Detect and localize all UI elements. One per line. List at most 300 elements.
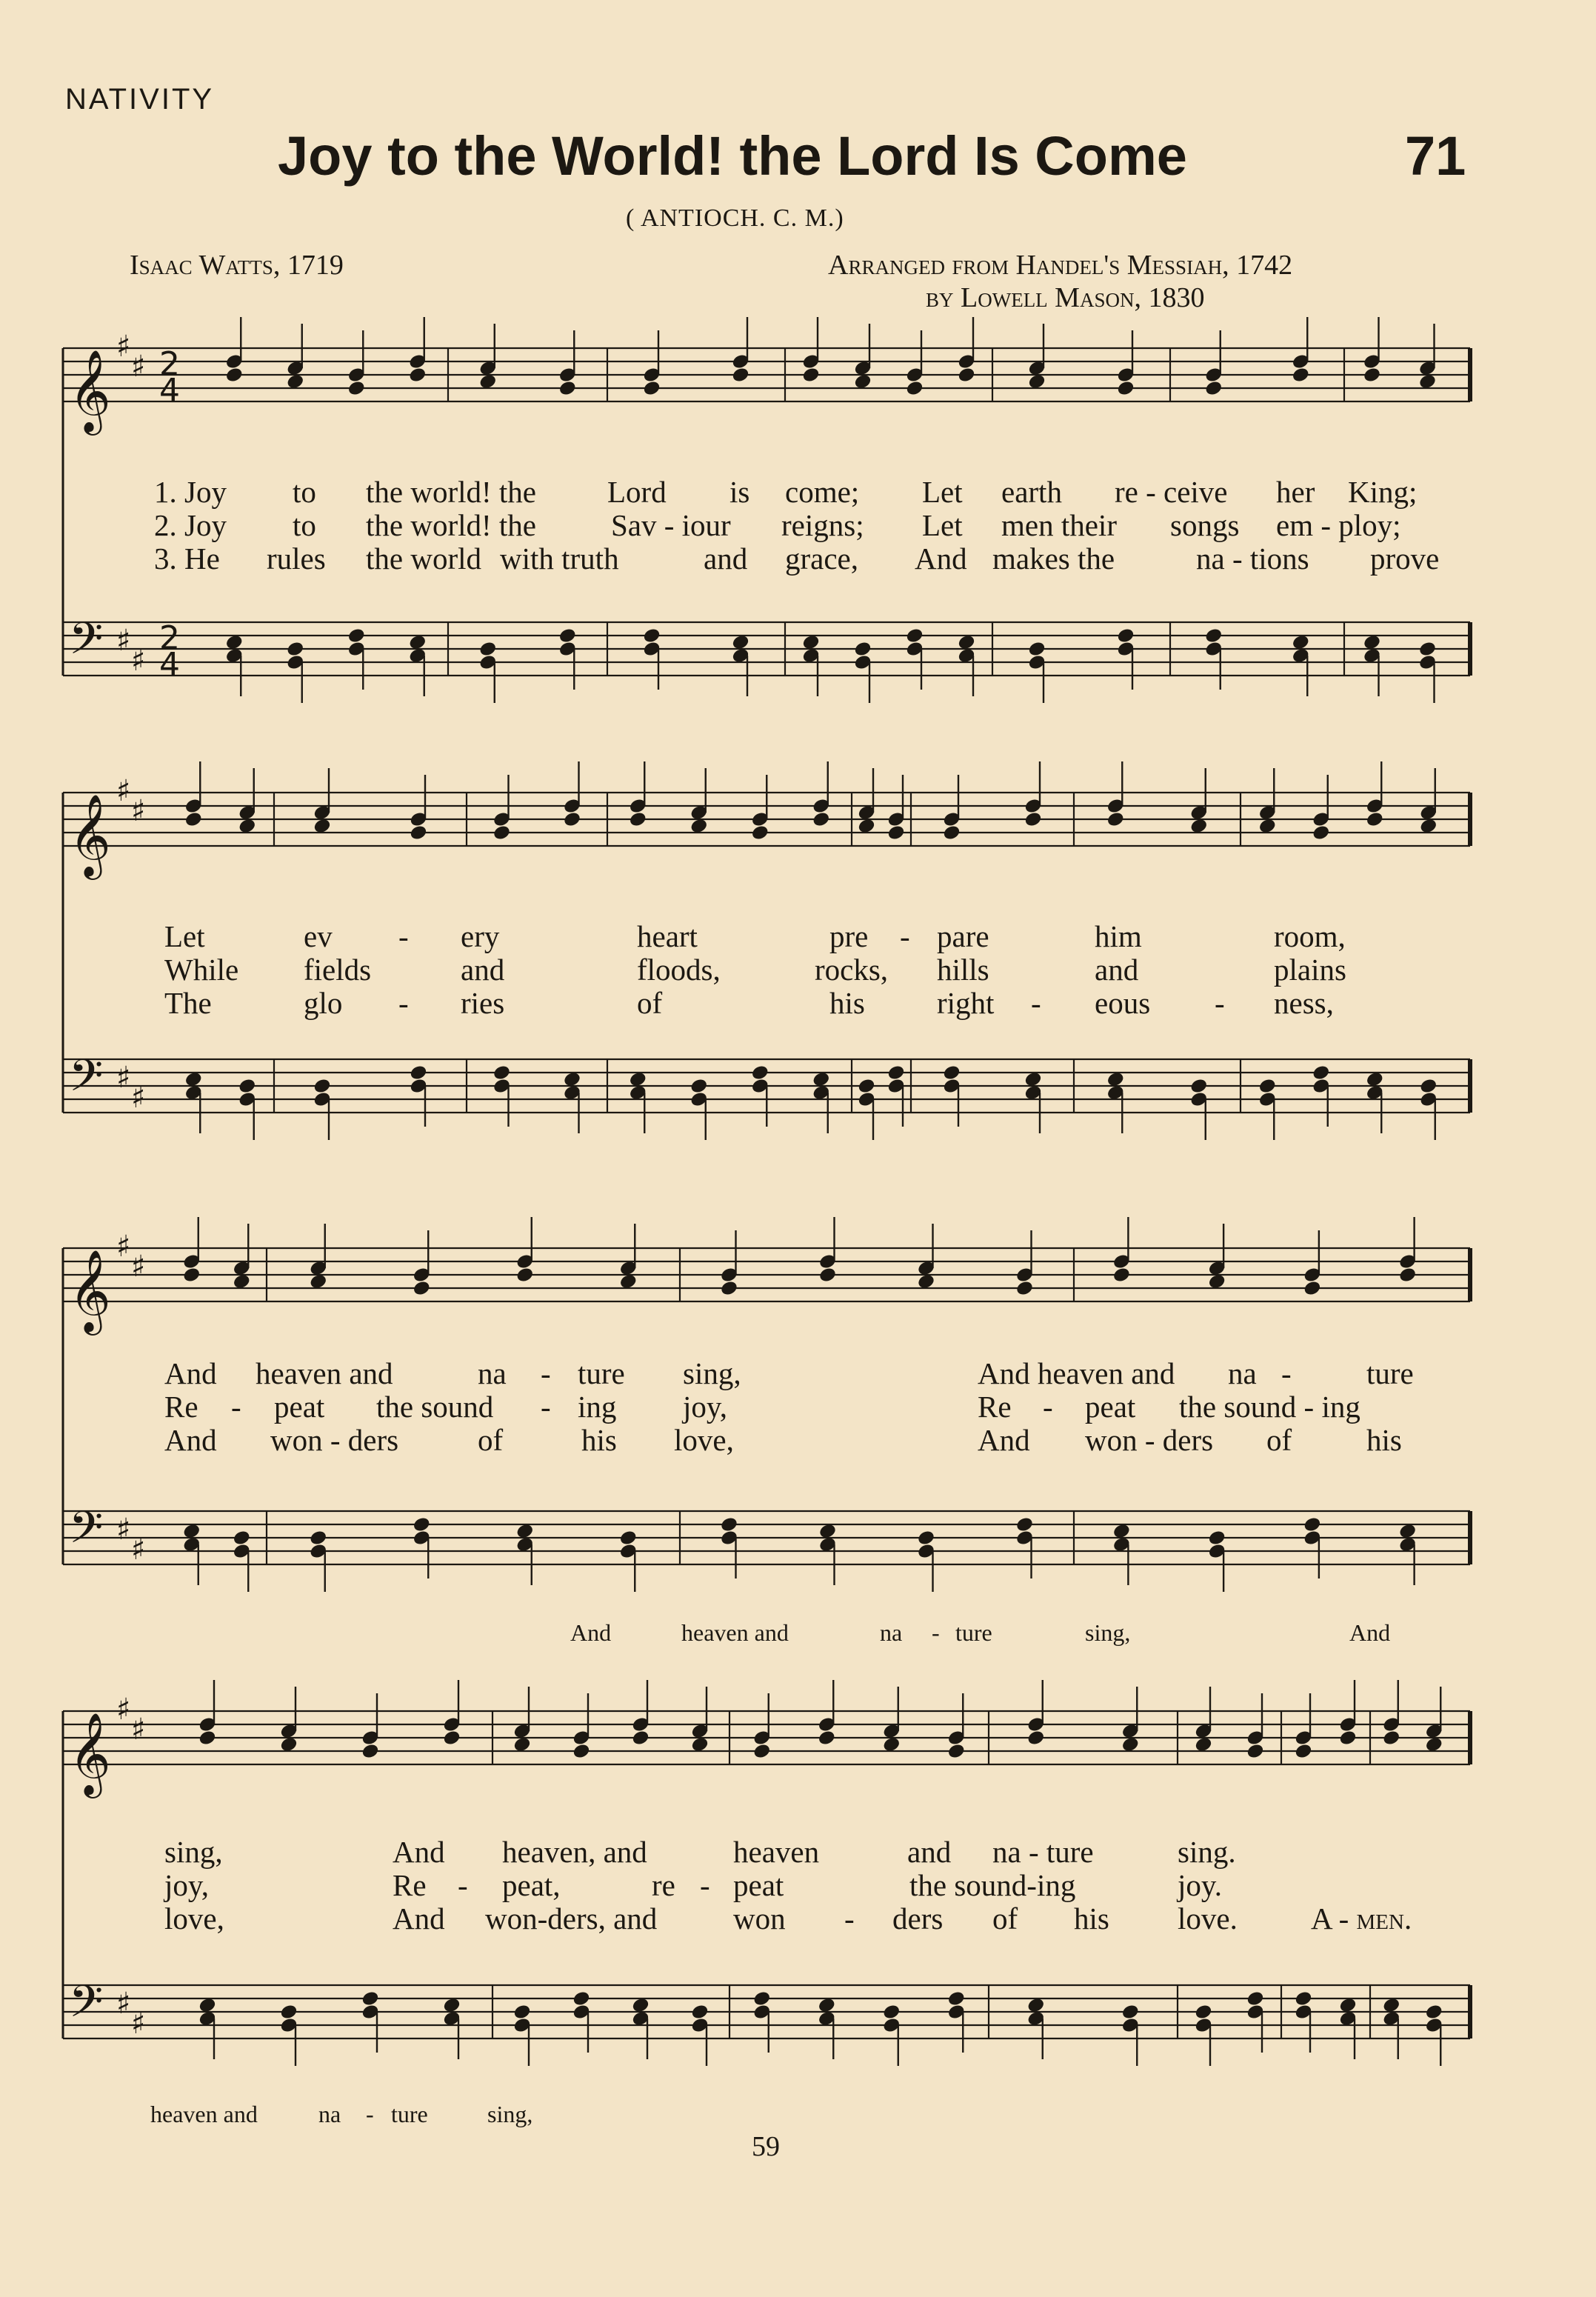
key-signature-sharp: ♯: [131, 1532, 146, 1567]
note-head: [802, 634, 820, 650]
note-head: [1366, 1071, 1383, 1087]
note-head: [184, 811, 202, 827]
lyric: peat: [1085, 1390, 1136, 1424]
treble-staff: [63, 348, 1470, 401]
note-head: [958, 367, 975, 383]
key-signature-sharp: ♯: [131, 2006, 146, 2041]
lyric: And: [978, 1423, 1030, 1457]
bass-lyric: And: [1349, 1619, 1391, 1646]
lyric: men their: [1001, 508, 1117, 542]
lyric: na: [478, 1356, 507, 1390]
note-head: [225, 634, 243, 650]
note-head: [280, 1736, 298, 1753]
bass-clef: 𝄢: [69, 1050, 104, 1112]
note-head: [1303, 1280, 1321, 1296]
lyric: -: [1031, 986, 1041, 1020]
note-head: [1363, 634, 1380, 650]
note-head: [1121, 2004, 1139, 2020]
note-head: [691, 1736, 709, 1753]
note-head: [233, 1530, 250, 1546]
note-head: [917, 1530, 935, 1546]
note-head: [1024, 811, 1042, 827]
lyric: -: [458, 1868, 468, 1902]
note-head: [1398, 1267, 1416, 1283]
lyric: re - ceive: [1115, 475, 1228, 509]
lyric: earth: [1001, 475, 1062, 509]
lyric: his: [1074, 1901, 1109, 1936]
note-head: [753, 1743, 771, 1759]
lyric: sing.: [1178, 1835, 1236, 1869]
lyric: pare: [937, 919, 989, 953]
lyric: -: [398, 986, 409, 1020]
lyric: the world: [366, 541, 481, 576]
note-head: [1303, 1516, 1321, 1533]
lyric: And: [915, 541, 967, 576]
lyric: his: [829, 986, 865, 1020]
lyric: love,: [674, 1423, 734, 1457]
lyric: fields: [304, 953, 372, 987]
lyric: na - tions: [1196, 541, 1309, 576]
note-head: [1106, 1071, 1124, 1087]
bass-staff: [63, 1511, 1470, 1564]
note-head: [479, 641, 497, 657]
key-signature-sharp: ♯: [116, 1986, 131, 2021]
note-head: [1117, 380, 1135, 396]
note-head: [751, 824, 769, 841]
key-signature-sharp: ♯: [116, 773, 131, 808]
lyric: The: [164, 986, 212, 1020]
note-head: [1027, 1997, 1045, 2013]
lyric: joy,: [164, 1868, 209, 1902]
note-head: [409, 634, 427, 650]
lyric: re: [652, 1868, 675, 1902]
time-signature: 2: [159, 345, 180, 383]
note-head: [558, 627, 576, 644]
note-head: [1190, 1078, 1208, 1094]
lyric: heaven, and: [502, 1835, 647, 1869]
note-head: [883, 2004, 901, 2020]
note-head: [1027, 1730, 1045, 1746]
key-signature-sharp: ♯: [116, 1060, 131, 1095]
lyric: And heaven and: [978, 1356, 1175, 1390]
note-head: [409, 367, 427, 383]
note-head: [443, 1997, 461, 2013]
bass-lyric: -: [932, 1619, 940, 1646]
lyric: -: [700, 1868, 710, 1902]
note-head: [233, 1273, 250, 1290]
note-head: [947, 1743, 965, 1759]
note-head: [516, 1523, 534, 1539]
lyric: him: [1095, 919, 1142, 953]
lyric: -: [231, 1390, 241, 1424]
lyric: na - ture: [992, 1835, 1094, 1869]
note-head: [854, 641, 872, 657]
note-head: [572, 1743, 590, 1759]
bass-clef: 𝄢: [69, 1976, 104, 2038]
note-head: [690, 1078, 708, 1094]
note-head: [943, 824, 961, 841]
key-signature-sharp: ♯: [116, 1229, 131, 1264]
lyric: eous: [1095, 986, 1151, 1020]
lyric: And: [393, 1835, 445, 1869]
note-head: [1117, 627, 1135, 644]
treble-clef: 𝄞: [69, 349, 111, 432]
lyric: room,: [1274, 919, 1346, 953]
lyric: And: [164, 1356, 217, 1390]
bass-lyric: na: [880, 1619, 903, 1646]
key-signature-sharp: ♯: [116, 1692, 131, 1727]
note-head: [361, 1990, 379, 2007]
lyric: love.: [1178, 1901, 1238, 1936]
lyric: Re: [164, 1390, 198, 1424]
bass-lyric: heaven and: [150, 2101, 258, 2127]
lyric: of: [478, 1423, 504, 1457]
note-head: [1312, 824, 1330, 841]
lyric: songs: [1170, 508, 1240, 542]
note-head: [313, 1078, 331, 1094]
lyric: ders: [892, 1901, 944, 1936]
note-head: [958, 634, 975, 650]
note-head: [410, 824, 427, 841]
lyric: While: [164, 953, 239, 987]
lyric: love,: [164, 1901, 224, 1936]
lyric: -: [900, 919, 910, 953]
lyric: Re: [393, 1868, 427, 1902]
note-head: [720, 1516, 738, 1533]
lyric: won - ders: [270, 1423, 399, 1457]
note-head: [629, 1071, 647, 1087]
note-head: [1398, 1523, 1416, 1539]
note-head: [1363, 367, 1380, 383]
note-head: [883, 1736, 901, 1753]
lyric: -: [541, 1356, 551, 1390]
note-head: [632, 1997, 650, 2013]
note-head: [629, 811, 647, 827]
note-head: [947, 1990, 965, 2007]
note-head: [1246, 1990, 1264, 2007]
note-head: [563, 1071, 581, 1087]
lyric: is: [729, 475, 750, 509]
note-head: [917, 1273, 935, 1290]
page-number: 59: [752, 2131, 780, 2162]
lyric: of: [1266, 1423, 1292, 1457]
note-head: [906, 627, 924, 644]
note-head: [1258, 1078, 1276, 1094]
treble-clef: 𝄞: [69, 1712, 111, 1795]
bass-clef: 𝄢: [69, 1501, 104, 1564]
key-signature-sharp: ♯: [116, 329, 131, 364]
time-signature: 4: [159, 372, 180, 410]
note-head: [287, 641, 304, 657]
note-head: [818, 1523, 836, 1539]
note-head: [1425, 2004, 1443, 2020]
key-signature-sharp: ♯: [131, 1080, 146, 1115]
lyric: peat: [733, 1868, 784, 1902]
section-label: NATIVITY: [65, 83, 215, 116]
note-head: [858, 818, 875, 834]
key-signature-sharp: ♯: [131, 349, 146, 384]
note-head: [361, 1743, 379, 1759]
lyric: ture: [1366, 1356, 1414, 1390]
hymn-title: Joy to the World! the Lord Is Come: [278, 125, 1187, 187]
note-head: [479, 373, 497, 390]
note-head: [858, 1078, 875, 1094]
lyric: the sound - ing: [1179, 1390, 1360, 1424]
note-head: [812, 811, 830, 827]
lyric: ries: [461, 986, 505, 1020]
note-head: [906, 380, 924, 396]
lyric: his: [1366, 1423, 1402, 1457]
note-head: [1028, 641, 1046, 657]
note-head: [1418, 373, 1436, 390]
time-signature: 4: [159, 646, 180, 684]
bass-lyric: ture: [955, 1619, 992, 1646]
note-head: [313, 818, 331, 834]
note-head: [347, 627, 365, 644]
note-head: [818, 1267, 836, 1283]
arranger-credit: Arranged from Handel's Messiah, 1742: [828, 250, 1293, 281]
note-head: [690, 818, 708, 834]
lyric: joy,: [683, 1390, 727, 1424]
note-head: [812, 1071, 830, 1087]
lyric: And: [164, 1423, 217, 1457]
bass-staff: [63, 622, 1470, 676]
note-head: [753, 1990, 771, 2007]
lyric: hills: [937, 953, 989, 987]
lyric: makes the: [992, 541, 1115, 576]
note-head: [280, 2004, 298, 2020]
lyric: and: [461, 953, 505, 987]
note-head: [1339, 1730, 1357, 1746]
note-head: [732, 634, 749, 650]
lyric: em - ploy;: [1276, 508, 1401, 542]
lyric: -: [398, 919, 409, 953]
lyric: sing,: [164, 1835, 223, 1869]
note-head: [1208, 1530, 1226, 1546]
note-head: [1246, 1743, 1264, 1759]
note-head: [802, 367, 820, 383]
note-head: [1195, 2004, 1212, 2020]
bass-lyric: And: [570, 1619, 612, 1646]
lyric: Sav - iour: [611, 508, 731, 542]
lyric: her: [1276, 475, 1315, 509]
lyric: 2. Joy: [154, 508, 227, 542]
tune-name: ( ANTIOCH. C. M.): [626, 204, 844, 232]
lyric: won-ders, and: [485, 1901, 658, 1936]
bass-lyric: sing,: [487, 2101, 533, 2127]
lyric: to: [293, 475, 316, 509]
note-head: [1106, 811, 1124, 827]
lyric: reigns;: [781, 508, 864, 542]
lyric: rules: [267, 541, 326, 576]
lyric: ing: [578, 1390, 617, 1424]
note-head: [410, 1064, 427, 1081]
lyric: heaven and: [256, 1356, 393, 1390]
lyric: plains: [1274, 953, 1346, 987]
treble-staff: [63, 1248, 1470, 1301]
note-head: [732, 367, 749, 383]
lyric: 3. He: [154, 541, 220, 576]
note-head: [443, 1730, 461, 1746]
note-head: [1028, 373, 1046, 390]
lyric: and: [704, 541, 748, 576]
lyric: heaven: [733, 1835, 820, 1869]
note-head: [1425, 1736, 1443, 1753]
note-head: [1292, 634, 1309, 650]
note-head: [1339, 1997, 1357, 2013]
note-head: [558, 380, 576, 396]
lyric: glo: [304, 986, 343, 1020]
note-head: [238, 818, 256, 834]
note-head: [413, 1280, 430, 1296]
note-head: [1418, 641, 1436, 657]
bass-clef: 𝄢: [69, 613, 104, 675]
lyric: of: [992, 1901, 1018, 1936]
note-head: [1205, 627, 1223, 644]
key-signature-sharp: ♯: [131, 1712, 146, 1747]
note-head: [287, 373, 304, 390]
lyric: -: [1281, 1356, 1292, 1390]
lyric: come;: [785, 475, 860, 509]
lyric: of: [637, 986, 663, 1020]
bass-lyric: ture: [391, 2101, 428, 2127]
time-signature: 2: [159, 619, 180, 657]
lyric: ture: [578, 1356, 625, 1390]
note-head: [1258, 818, 1276, 834]
note-head: [1112, 1267, 1130, 1283]
treble-clef: 𝄞: [69, 1249, 111, 1332]
bass-lyric: heaven and: [681, 1619, 789, 1646]
note-head: [516, 1267, 534, 1283]
lyric: Lord: [607, 475, 667, 509]
lyric: -: [1215, 986, 1225, 1020]
note-head: [643, 380, 661, 396]
note-head: [751, 1064, 769, 1081]
note-head: [1190, 818, 1208, 834]
note-head: [1420, 818, 1438, 834]
note-head: [1295, 1990, 1312, 2007]
note-head: [238, 1078, 256, 1094]
lyric: pre: [829, 919, 869, 953]
key-signature-sharp: ♯: [131, 793, 146, 828]
lyric: and: [907, 1835, 952, 1869]
lyric: ery: [461, 919, 500, 953]
lyric: peat: [274, 1390, 325, 1424]
note-head: [818, 1730, 835, 1746]
note-head: [720, 1280, 738, 1296]
note-head: [1312, 1064, 1330, 1081]
lyric: right: [937, 986, 995, 1020]
note-head: [643, 627, 661, 644]
note-head: [943, 1064, 961, 1081]
lyric: floods,: [637, 953, 721, 987]
note-head: [1024, 1071, 1042, 1087]
key-signature-sharp: ♯: [131, 1249, 146, 1284]
note-head: [1292, 367, 1309, 383]
note-head: [183, 1523, 201, 1539]
note-head: [854, 373, 872, 390]
treble-clef: 𝄞: [69, 793, 111, 876]
lyric: sing,: [683, 1356, 741, 1390]
lyric: King;: [1348, 475, 1418, 509]
lyric: Let: [922, 475, 963, 509]
lyric: the world! the: [366, 475, 536, 509]
lyric: Let: [922, 508, 963, 542]
bass-lyric: na: [318, 2101, 341, 2127]
note-head: [1420, 1078, 1438, 1094]
lyric: -: [541, 1390, 551, 1424]
lyric: na: [1228, 1356, 1257, 1390]
note-head: [887, 1064, 905, 1081]
note-head: [1383, 1730, 1400, 1746]
lyric: -: [844, 1901, 855, 1936]
lyric: Re: [978, 1390, 1012, 1424]
key-signature-sharp: ♯: [116, 1512, 131, 1547]
lyric: and: [1095, 953, 1139, 987]
lyric: the sound: [376, 1390, 494, 1424]
note-head: [493, 1064, 510, 1081]
note-head: [619, 1273, 637, 1290]
note-head: [198, 1730, 216, 1746]
lyric: joy.: [1178, 1868, 1222, 1902]
note-head: [691, 2004, 709, 2020]
note-head: [310, 1273, 327, 1290]
note-head: [1015, 1280, 1033, 1296]
lyric: won - ders: [1085, 1423, 1214, 1457]
bass-lyric: -: [366, 2101, 374, 2127]
lyric: rocks,: [815, 953, 889, 987]
note-head: [310, 1530, 327, 1546]
lyric: the sound-ing: [909, 1868, 1076, 1902]
note-head: [818, 1997, 835, 2013]
note-head: [619, 1530, 637, 1546]
note-head: [1295, 1743, 1312, 1759]
note-head: [225, 367, 243, 383]
arranger-credit-line2: by Lowell Mason, 1830: [926, 282, 1205, 313]
hymn-number: 71: [1405, 125, 1466, 187]
lyric: ness,: [1274, 986, 1334, 1020]
lyric: the world! the: [366, 508, 536, 542]
lyric: heart: [637, 919, 698, 953]
lyric: won: [733, 1901, 786, 1936]
note-head: [347, 380, 365, 396]
author-credit: Isaac Watts, 1719: [130, 250, 344, 281]
note-head: [513, 1736, 531, 1753]
note-head: [1208, 1273, 1226, 1290]
note-head: [1383, 1997, 1400, 2013]
lyric: -: [1043, 1390, 1053, 1424]
key-signature-sharp: ♯: [116, 623, 131, 658]
lyric: his: [581, 1423, 617, 1457]
note-head: [183, 1267, 201, 1283]
note-head: [184, 1071, 202, 1087]
note-head: [1121, 1736, 1139, 1753]
lyric: to: [293, 508, 316, 542]
lyric: prove: [1370, 541, 1440, 576]
note-head: [198, 1997, 216, 2013]
amen: A - men.: [1311, 1901, 1412, 1936]
note-head: [1195, 1736, 1212, 1753]
lyric: And: [393, 1901, 445, 1936]
note-head: [632, 1730, 650, 1746]
note-head: [1112, 1523, 1130, 1539]
note-head: [1205, 380, 1223, 396]
note-head: [413, 1516, 430, 1533]
note-head: [572, 1990, 590, 2007]
note-head: [887, 824, 905, 841]
note-head: [563, 811, 581, 827]
note-head: [493, 824, 510, 841]
